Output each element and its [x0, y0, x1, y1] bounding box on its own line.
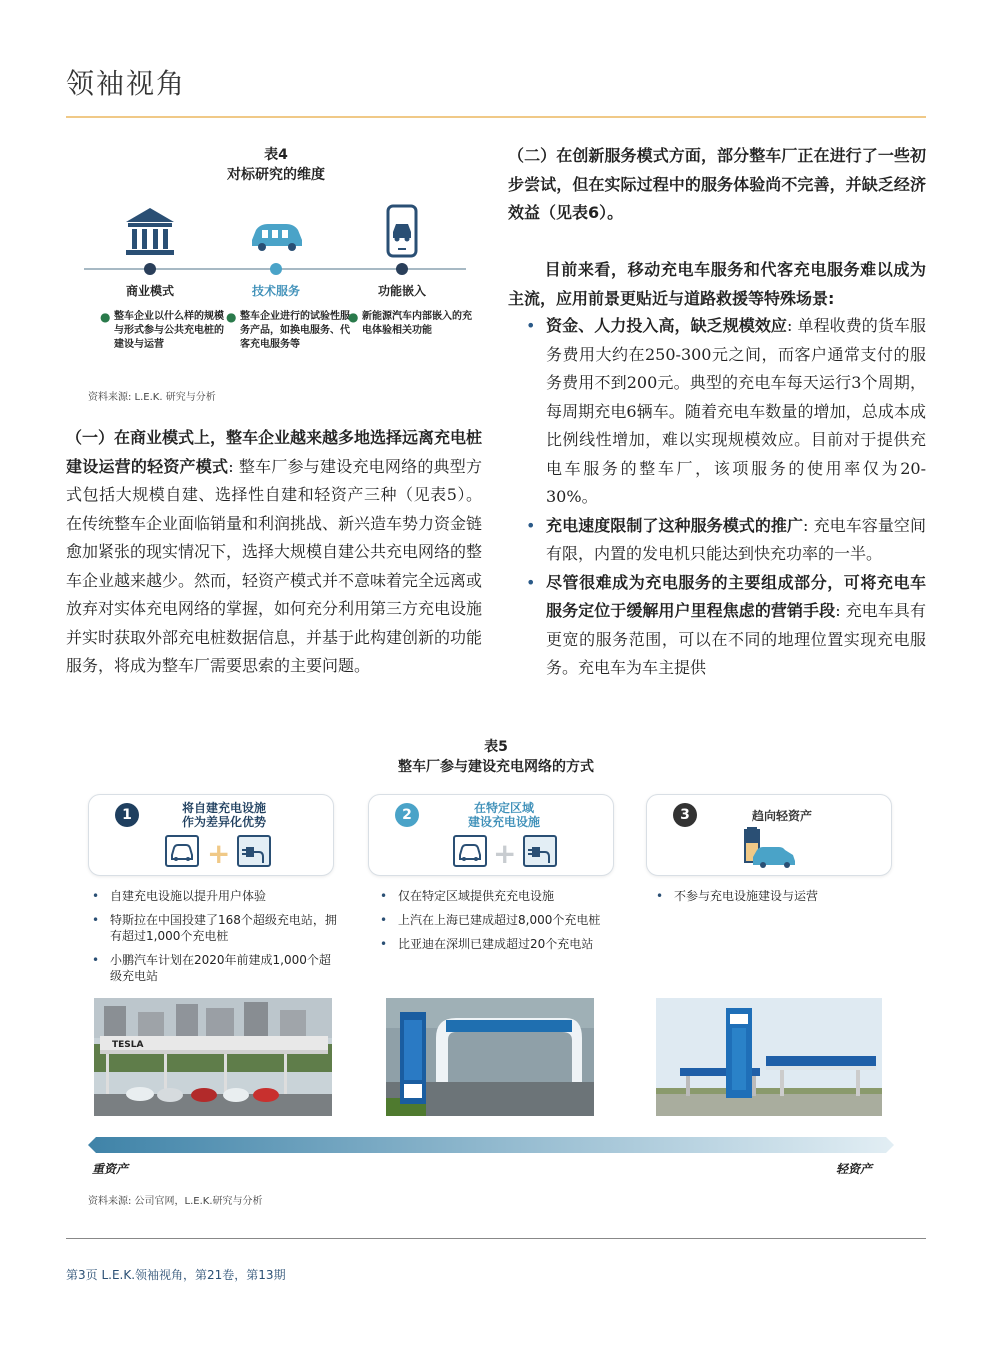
list-item: • 仅在特定区域提供充充电设施	[380, 889, 555, 903]
column-bullet: ● 新能源汽车内部嵌入的充电体验相关功能	[348, 310, 472, 336]
tesla-station-photo	[94, 998, 332, 1116]
byd-station-photo	[656, 998, 882, 1116]
approach-bullets-2	[376, 888, 606, 960]
step-number: 2	[395, 803, 419, 827]
column-label-business: 商业模式	[125, 284, 174, 298]
car-icon	[453, 835, 487, 867]
list-item: • 比亚迪在深圳已建成超过20个充电站	[380, 937, 594, 951]
right-paragraph-2: 目前来看，移动充电车服务和代客充电服务难以成为主流，应用前景更贴近与道路救援等特殊场景:	[508, 260, 926, 308]
asset-spectrum-arrow	[88, 1136, 894, 1154]
column-label-tech: 技术服务	[251, 284, 300, 298]
figure-5-number: 表5	[484, 739, 508, 755]
approach-card-3	[646, 794, 892, 876]
list-item: • 特斯拉在中国投建了168个超级充电站，拥有超过1,000个充电桩	[92, 913, 337, 943]
light-asset-label: 轻资产	[836, 1162, 873, 1176]
step-number: 1	[115, 803, 139, 827]
list-item: • 自建充电设施以提升用户体验	[92, 889, 267, 903]
car-icon	[165, 835, 199, 867]
list-item: • 尽管很难成为充电服务的主要组成部分，可将充电车服务定位于缓解用户里程焦虑的营销手段: 充电车具有更宽的服务范围，可以在不同的地理位置实现充电服务。充电车为车主提供	[526, 572, 926, 677]
battery-car-icon	[743, 825, 797, 869]
axis-dot	[270, 263, 282, 275]
plus-icon: +	[493, 837, 517, 870]
header-divider	[66, 116, 926, 118]
figure-4	[66, 140, 486, 410]
page-title: 领袖视角	[66, 67, 187, 100]
plug-icon	[523, 835, 557, 867]
figure-5-source: 资料来源: 公司官网，L.E.K.研究与分析	[88, 1196, 263, 1207]
figure-5-title: 整车厂参与建设充电网络的方式	[398, 759, 594, 775]
step-number: 3	[673, 803, 697, 827]
page-footer: 第3页 L.E.K.领袖视角，第21卷，第13期	[66, 1268, 286, 1282]
tesla-sign-text: TESLA	[112, 1040, 144, 1050]
list-item: • 资金、人力投入高，缺乏规模效应: 单程收费的货车服务费用大约在250-300元之间，而客户通常支付的服务费用不到200元。典型的充电车每天运行3个周期，每周期充电6辆车。随着充电车数量的增加，总成本成比例线性增加，难以实现规模效应。目前对于提供充电车服务的整车厂，该项服务的使用率仅为20-30%。	[526, 316, 926, 506]
car-icon	[246, 204, 306, 260]
column-bullet: ● 整车企业进行的试验性服务产品，如换电服务、代客充电服务等	[226, 310, 350, 350]
axis-dot	[396, 263, 408, 275]
column-label-function: 功能嵌入	[377, 284, 426, 298]
list-item: • 小鹏汽车计划在2020年前建成1,000个超级充电站	[92, 953, 331, 983]
axis-dot	[144, 263, 156, 275]
approach-bullets-1	[88, 888, 338, 992]
list-item: • 上汽在上海已建成超过8,000个充电桩	[380, 913, 601, 927]
bank-icon	[120, 204, 180, 260]
figure-4-title: 对标研究的维度	[227, 167, 325, 183]
list-item: • 充电速度限制了这种服务模式的推广: 充电车容量空间有限，内置的发电机只能达到快充功率的一半。	[526, 515, 926, 563]
plug-icon	[237, 835, 271, 867]
footer-divider	[66, 1238, 926, 1239]
list-item: • 不参与充电设施建设与运营	[656, 889, 819, 903]
card-title: 将自建充电设施 作为差异化优势	[181, 801, 266, 829]
right-bullet-list	[508, 312, 926, 683]
phone-icon	[372, 204, 432, 260]
approach-bullets-3	[652, 888, 892, 912]
left-paragraph: （一）在商业模式上，整车企业越来越多地选择远离充电桩建设运营的轻资产模式: 整车厂参与建设充电网络的典型方式包括大规模自建、选择性自建和轻资产三种（见表5）。在传统整车企业面临销量和利润挑战、新兴造车势力资金链愈加紧张的现实情况下，选择大规模自建公共充电网络的整车企业越来越少。然而，轻资产模式并不意味着完全远离或放弃对实体充电网络的掌握，如何充分利用第三方充电设施并实时获取外部充电桩数据信息，并基于此构建创新的功能服务，将成为整车厂需要思索的主要问题。	[66, 428, 483, 675]
column-bullet: ● 整车企业以什么样的规模与形式参与公共充电桩的建设与运营	[100, 310, 224, 350]
card-title: 在特定区域 建设充电设施	[467, 801, 540, 829]
approach-card-2	[368, 794, 614, 876]
approach-card-1	[88, 794, 334, 876]
figure-4-source: 资料来源: L.E.K. 研究与分析	[88, 392, 216, 403]
heavy-asset-label: 重资产	[92, 1162, 129, 1176]
figure-4-number: 表4	[264, 147, 288, 163]
plus-icon: +	[207, 837, 231, 870]
card-title: 趋向轻资产	[751, 809, 812, 823]
saic-station-photo	[386, 998, 594, 1116]
right-paragraph-1: （二）在创新服务模式方面，部分整车厂正在进行了一些初步尝试，但在实际过程中的服务体验尚不完善，并缺乏经济效益（见表6）。	[508, 146, 926, 222]
